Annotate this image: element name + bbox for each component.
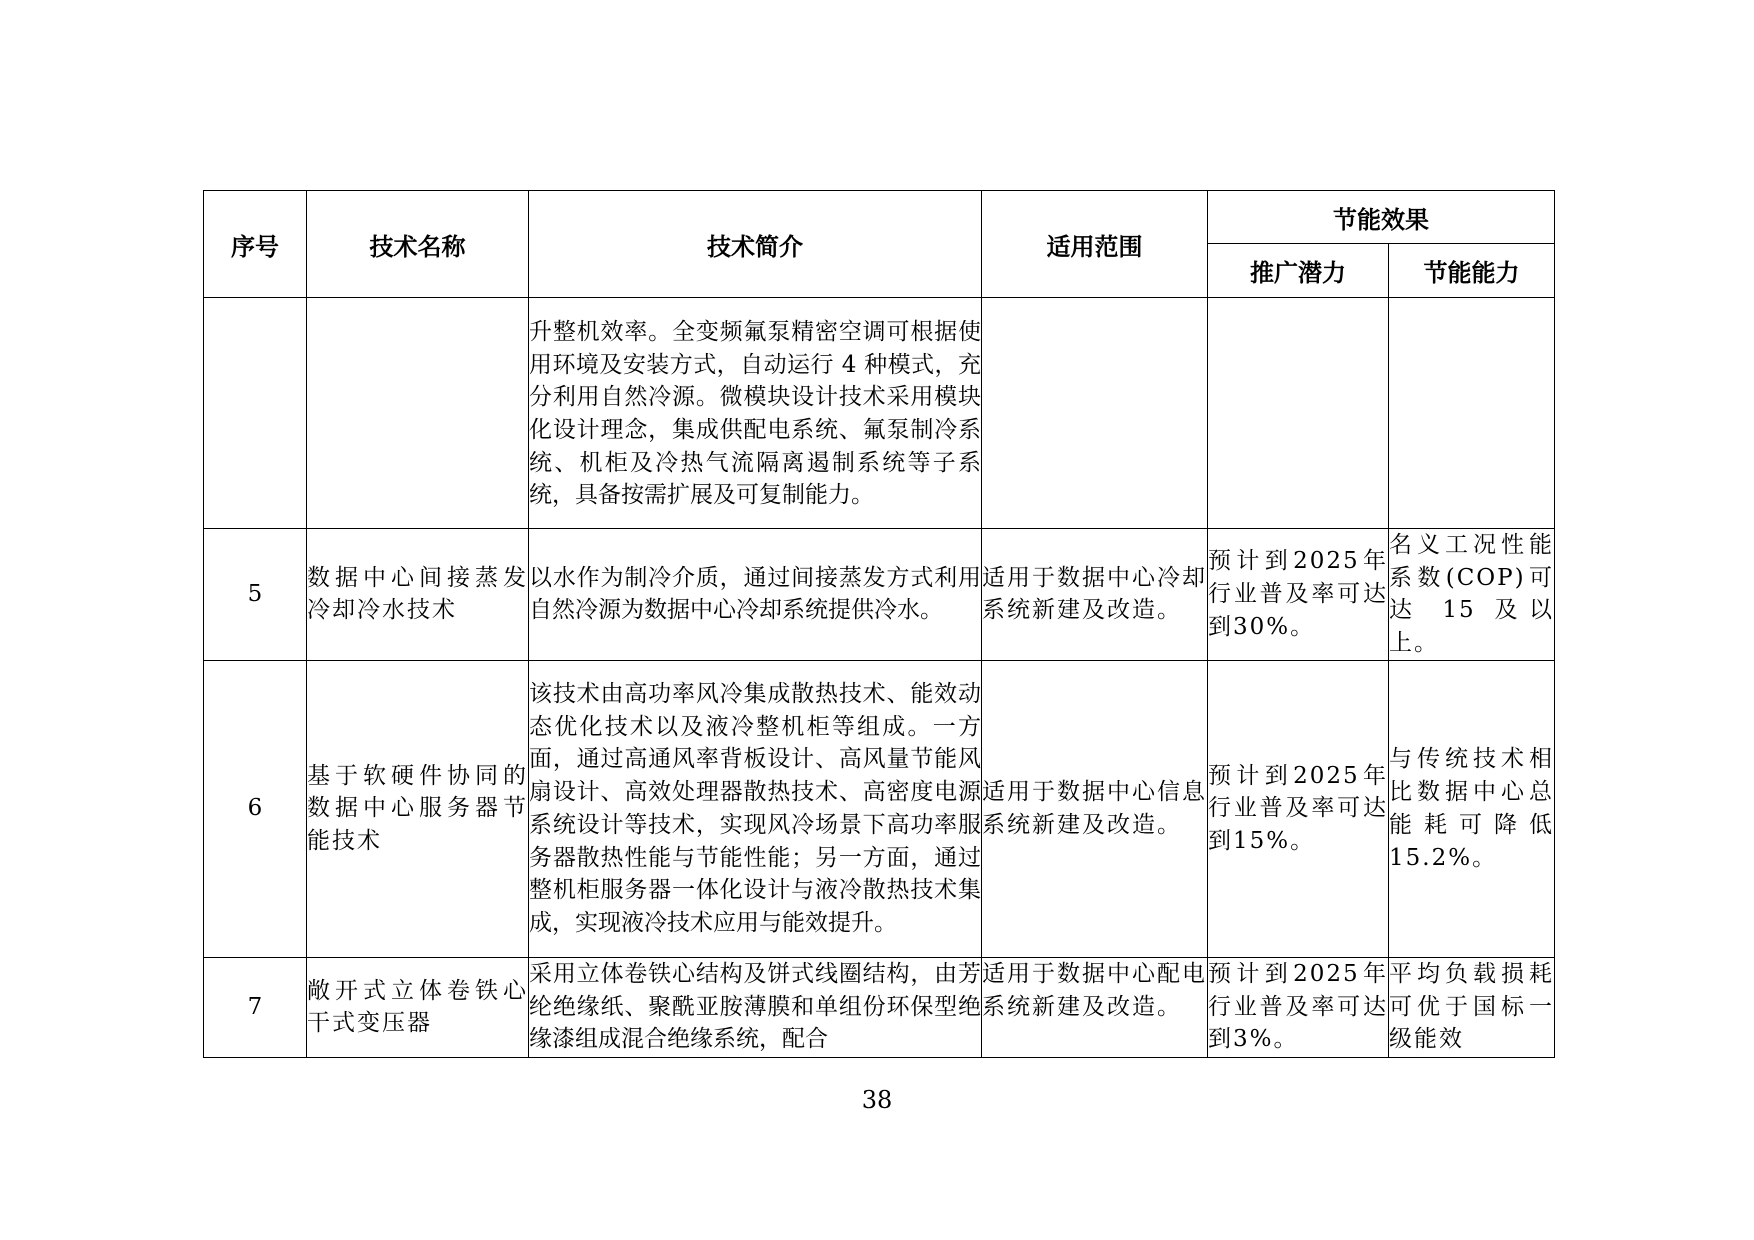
header-intro: 技术简介: [529, 191, 982, 298]
cell-scope: 适用于数据中心信息系统新建及改造。: [982, 660, 1208, 957]
cell-scope: 适用于数据中心配电系统新建及改造。: [982, 957, 1208, 1057]
page-number: 38: [861, 1086, 893, 1114]
cell-seq: 6: [204, 660, 307, 957]
cell-potential: 预计到2025年行业普及率可达到30%。: [1208, 529, 1389, 661]
cell-scope: [982, 298, 1208, 529]
cell-intro: 升整机效率。全变频氟泵精密空调可根据使用环境及安装方式，自动运行 4 种模式，充分利用自然冷源。微模块设计技术采用模块化设计理念，集成供配电系统、氟泵制冷系统、机柜及冷热气流隔离遏制系统等子系统，具备按需扩展及可复制能力。: [529, 298, 982, 529]
table-row: [204, 298, 1555, 529]
cell-name: [307, 298, 529, 529]
cell-capacity: 与传统技术相比数据中心总能耗可降低15.2%。: [1389, 660, 1555, 957]
cell-seq: [204, 298, 307, 529]
cell-capacity: 名义工况性能系数(COP)可达 15 及以上。: [1389, 529, 1555, 661]
cell-capacity: 平均负载损耗可优于国标一级能效: [1389, 957, 1555, 1057]
table-row: [204, 529, 1555, 661]
header-scope: 适用范围: [982, 191, 1208, 298]
header-potential: 推广潜力: [1208, 244, 1389, 298]
header-name: 技术名称: [307, 191, 529, 298]
cell-potential: 预计到2025年行业普及率可达到15%。: [1208, 660, 1389, 957]
header-effect: 节能效果: [1208, 191, 1555, 244]
tech-table: [203, 190, 1555, 1058]
cell-scope: 适用于数据中心冷却系统新建及改造。: [982, 529, 1208, 661]
cell-name: 数据中心间接蒸发冷却冷水技术: [307, 529, 529, 661]
cell-intro: 以水作为制冷介质，通过间接蒸发方式利用自然冷源为数据中心冷却系统提供冷水。: [529, 529, 982, 661]
header-capacity: 节能能力: [1389, 244, 1555, 298]
cell-seq: 5: [204, 529, 307, 661]
cell-potential: [1208, 298, 1389, 529]
cell-potential: 预计到2025年行业普及率可达到3%。: [1208, 957, 1389, 1057]
header-seq: 序号: [204, 191, 307, 298]
cell-intro: 采用立体卷铁心结构及饼式线圈结构，由芳纶绝缘纸、聚酰亚胺薄膜和单组份环保型绝缘漆组成混合绝缘系统，配合: [529, 957, 982, 1057]
cell-intro: 该技术由高功率风冷集成散热技术、能效动态优化技术以及液冷整机柜等组成。一方面，通过高通风率背板设计、高风量节能风扇设计、高效处理器散热技术、高密度电源系统设计等技术，实现风冷场景下高功率服务器散热性能与节能性能；另一方面，通过整机柜服务器一体化设计与液冷散热技术集成，实现液冷技术应用与能效提升。: [529, 660, 982, 957]
cell-name: 敞开式立体卷铁心干式变压器: [307, 957, 529, 1057]
table-row: [204, 957, 1555, 1057]
cell-capacity: [1389, 298, 1555, 529]
cell-seq: 7: [204, 957, 307, 1057]
table-row: [204, 660, 1555, 957]
cell-name: 基于软硬件协同的数据中心服务器节能技术: [307, 660, 529, 957]
